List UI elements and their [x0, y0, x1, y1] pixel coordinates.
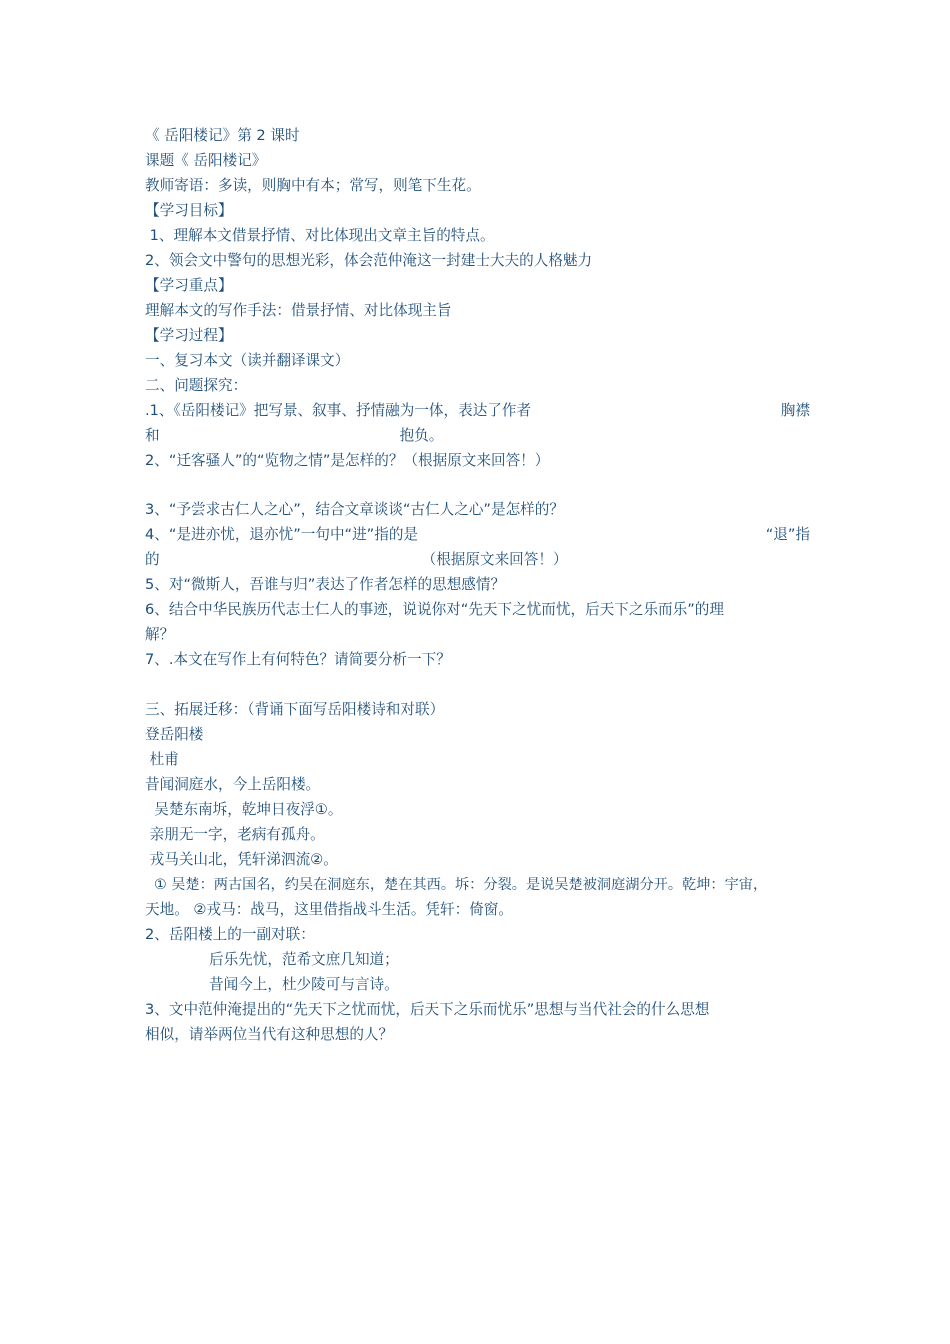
poem-line-3: 亲朋无一字，老病有孤舟。 — [145, 826, 325, 843]
poem-line-4: 戎马关山北，凭轩涕泗流②。 — [145, 851, 338, 868]
question-1-ambition: 抱负。 — [399, 427, 444, 444]
poem-line-1: 昔闻洞庭水，今上岳阳楼。 — [145, 776, 321, 793]
step-inquiry: 二、问题探究： — [145, 377, 248, 394]
poem-author: 杜甫 — [145, 751, 179, 768]
question-5: 5、对“微斯人，吾谁与归”表达了作者怎样的思想感情？ — [145, 576, 506, 593]
poem-title: 登岳阳楼 — [145, 726, 204, 743]
extension-question-3-line-2: 相似，请举两位当代有这种思想的人？ — [145, 1026, 394, 1043]
poem-note-line-2: 天地。 ②戎马：战马，这里借指战斗生活。凭轩：倚窗。 — [145, 901, 513, 918]
topic-line: 课题《 岳阳楼记》 — [145, 152, 267, 169]
doc-title: 《 岳阳楼记》第 2 课时 — [145, 127, 300, 144]
question-2: 2、“迁客骚人”的“览物之情”是怎样的？（根据原文来回答！） — [145, 452, 550, 469]
section-heading-process: 【学习过程】 — [145, 327, 233, 344]
question-4-of: 的 — [145, 551, 160, 568]
question-1-blank-end: 胸襟 — [780, 402, 810, 419]
extension-question-3-line-1: 3、文中范仲淹提出的“先天下之忧而忧，后天下之乐而忧乐”思想与当代社会的什么思想 — [145, 1001, 710, 1018]
question-1-line-1 — [145, 401, 810, 421]
couplet-heading: 2、岳阳楼上的一副对联： — [145, 926, 315, 943]
question-1-line-2 — [145, 426, 443, 446]
question-1-and: 和 — [145, 427, 160, 444]
question-4-line-2 — [145, 550, 568, 570]
couplet-line-1: 后乐先忧，范希文庶几知道； — [209, 951, 399, 968]
question-4-retreat: “退”指 — [765, 526, 810, 543]
section-heading-focus: 【学习重点】 — [145, 277, 233, 294]
section-heading-goals: 【学习目标】 — [145, 202, 233, 219]
goal-item-2: 2、领会文中警句的思想光彩，体会范仲淹这一封建士大夫的人格魅力 — [145, 252, 593, 269]
question-4-hint: （根据原文来回答！） — [421, 551, 568, 568]
teacher-motto: 教师寄语：多读，则胸中有本；常写，则笔下生花。 — [145, 177, 481, 194]
step-review: 一、复习本文（读并翻译课文） — [145, 352, 350, 369]
question-4-text: 4、“是进亦忧，退亦忧”一句中“进”指的是 — [145, 526, 419, 543]
question-1-text: .1、《岳阳楼记》把写景、叙事、抒情融为一体，表达了作者 — [145, 402, 532, 419]
step-extension: 三、拓展迁移：（背诵下面写岳阳楼诗和对联） — [145, 701, 445, 718]
question-3: 3、“予尝求古仁人之心”，结合文章谈谈“古仁人之心”是怎样的？ — [145, 501, 564, 518]
question-6-line-2: 解？ — [145, 626, 175, 643]
couplet-line-2: 昔闻今上，杜少陵可与言诗。 — [209, 976, 399, 993]
question-7: 7、.本文在写作上有何特色？请简要分析一下？ — [145, 651, 451, 668]
focus-text: 理解本文的写作手法：借景抒情、对比体现主旨 — [145, 302, 452, 319]
goal-item-1: 1、理解本文借景抒情、对比体现出文章主旨的特点。 — [145, 227, 495, 244]
poem-note-line-1: ① 吴楚：两古国名，约吴在洞庭东，楚在其西。坼：分裂。是说吴楚被洞庭湖分开。乾坤：宇宙， — [145, 877, 768, 893]
question-4-line-1 — [145, 525, 810, 545]
poem-line-2: 吴楚东南坼，乾坤日夜浮①。 — [145, 801, 343, 818]
question-6-line-1: 6、结合中华民族历代志士仁人的事迹，说说你对“先天下之忧而忧，后天下之乐而乐”的理 — [145, 601, 724, 618]
